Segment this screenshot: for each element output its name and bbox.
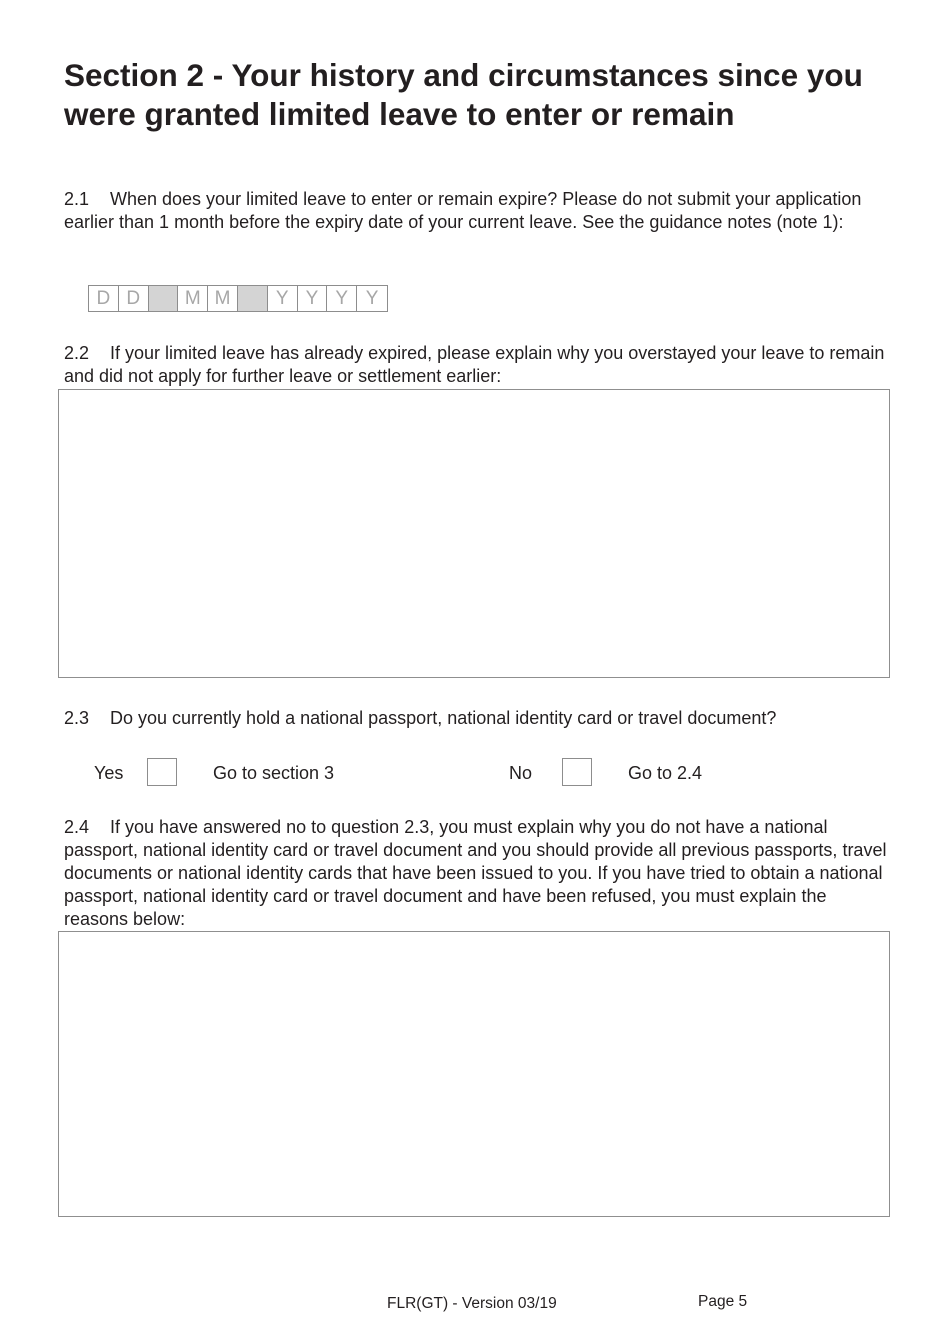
question-text: Do you currently hold a national passport, national identity card or travel document? <box>110 708 777 728</box>
expiry-date-field[interactable] <box>88 285 388 312</box>
no-document-explanation-textbox[interactable] <box>58 931 890 1217</box>
date-separator <box>149 286 179 311</box>
question-number: 2.1 <box>64 189 90 209</box>
yes-label: Yes <box>94 763 124 783</box>
no-checkbox[interactable] <box>562 758 592 786</box>
date-day-digit-2[interactable]: D <box>119 286 149 311</box>
date-year-digit-2[interactable]: Y <box>298 286 328 311</box>
question-number: 2.2 <box>64 343 90 363</box>
date-day-digit-1[interactable]: D <box>89 286 119 311</box>
form-version: FLR(GT) - Version 03/19 <box>387 1295 557 1312</box>
section-title: Section 2 - Your history and circumstances since you were granted limited leave to enter or remain <box>64 57 863 132</box>
question-2-3 <box>64 707 894 730</box>
no-instruction: Go to 2.4 <box>628 763 703 783</box>
no-label: No <box>509 763 533 783</box>
question-number: 2.4 <box>64 817 90 837</box>
page-number: Page 5 <box>698 1293 748 1310</box>
question-text: When does your limited leave to enter or remain expire? Please do not submit your application earlier than 1 month before the expiry date of your current leave. See the guidance notes (note 1): <box>64 189 862 232</box>
question-number: 2.3 <box>64 708 90 728</box>
question-2-4 <box>64 816 894 931</box>
question-2-1 <box>64 188 894 234</box>
question-2-2 <box>64 342 894 388</box>
question-text: If you have answered no to question 2.3, you must explain why you do not have a national passport, national identity card or travel document and you should provide all previous passports, travel documents or national identity cards that have been issued to you. If you have tried to obtain a national passport, national identity card or travel document and have been refused, you must explain the reasons below: <box>64 817 887 929</box>
overstay-explanation-textbox[interactable] <box>58 389 890 678</box>
date-year-digit-1[interactable]: Y <box>268 286 298 311</box>
yes-checkbox[interactable] <box>147 758 177 786</box>
question-text: If your limited leave has already expired, please explain why you overstayed your leave to remain and did not apply for further leave or settlement earlier: <box>64 343 885 386</box>
yes-instruction: Go to section 3 <box>213 763 335 783</box>
date-month-digit-2[interactable]: M <box>208 286 238 311</box>
date-year-digit-3[interactable]: Y <box>327 286 357 311</box>
date-separator <box>238 286 268 311</box>
date-year-digit-4[interactable]: Y <box>357 286 387 311</box>
date-month-digit-1[interactable]: M <box>178 286 208 311</box>
